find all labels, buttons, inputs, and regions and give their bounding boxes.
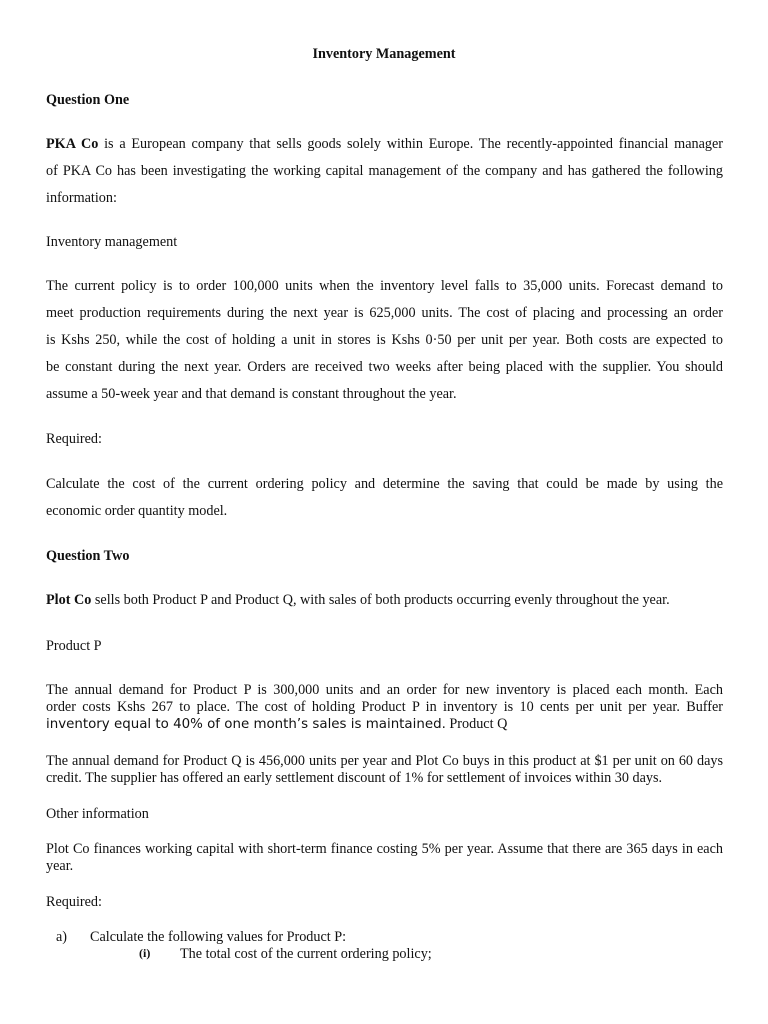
paragraph-line: Plot Co finances working capital with short-term finance costing 5% per year. Assume that there are 365 days in each — [46, 841, 723, 857]
subheading: Product P — [46, 638, 102, 654]
paragraph-line: year. — [46, 858, 74, 874]
company-name: PKA Co — [46, 136, 99, 152]
question-two-heading: Question Two — [46, 548, 130, 564]
sublist-label: (i) — [139, 946, 151, 960]
paragraph-line: The annual demand for Product P is 300,000 units and an order for new inventory is placed each month. Each — [46, 682, 723, 698]
subheading: Other information — [46, 806, 149, 822]
document-title: Inventory Management — [312, 46, 456, 62]
paragraph-line: is Kshs 250, while the cost of holding a unit in stores is Kshs 0·50 per unit per year. Both costs are expected to — [46, 332, 723, 348]
required-label: Required: — [46, 894, 102, 910]
paragraph-line: inventory equal to 40% of one month’s sales is maintained. Product Q — [46, 716, 508, 732]
required-label: Required: — [46, 431, 102, 447]
paragraph-line: order costs Kshs 267 to place. The cost of holding Product P in inventory is 10 cents per unit per year. Buffer — [46, 699, 723, 715]
paragraph-line: meet production requirements during the next year is 625,000 units. The cost of placing and processing an order — [46, 305, 723, 321]
company-name: Plot Co — [46, 592, 92, 608]
paragraph-line: economic order quantity model. — [46, 503, 228, 519]
sublist-item-text: The total cost of the current ordering policy; — [180, 946, 432, 962]
paragraph-line: PKA Co is a European company that sells goods solely within Europe. The recently-appointed financial manager — [46, 136, 723, 152]
paragraph-line: Plot Co sells both Product P and Product Q, with sales of both products occurring evenly throughout the year. — [46, 592, 670, 608]
paragraph-line: of PKA Co has been investigating the working capital management of the company and has gathered the following — [46, 163, 723, 179]
list-label: a) — [56, 929, 68, 945]
paragraph-line: assume a 50-week year and that demand is constant throughout the year. — [46, 386, 457, 402]
paragraph-line: be constant during the next year. Orders are received two weeks after being placed with the supplier. You should — [46, 359, 723, 375]
paragraph-line: Calculate the cost of the current ordering policy and determine the saving that could be made by using the — [46, 476, 723, 492]
list-item-text: Calculate the following values for Product P: — [90, 929, 347, 945]
subheading: Inventory management — [46, 234, 178, 250]
paragraph-line: The annual demand for Product Q is 456,000 units per year and Plot Co buys in this product at $1 per unit on 60 days — [46, 753, 723, 769]
question-one-heading: Question One — [46, 92, 130, 108]
paragraph-line: information: — [46, 190, 117, 206]
paragraph-line: credit. The supplier has offered an early settlement discount of 1% for settlement of invoices within 30 days. — [46, 770, 663, 786]
paragraph-line: The current policy is to order 100,000 units when the inventory level falls to 35,000 units. Forecast demand to — [46, 278, 723, 294]
